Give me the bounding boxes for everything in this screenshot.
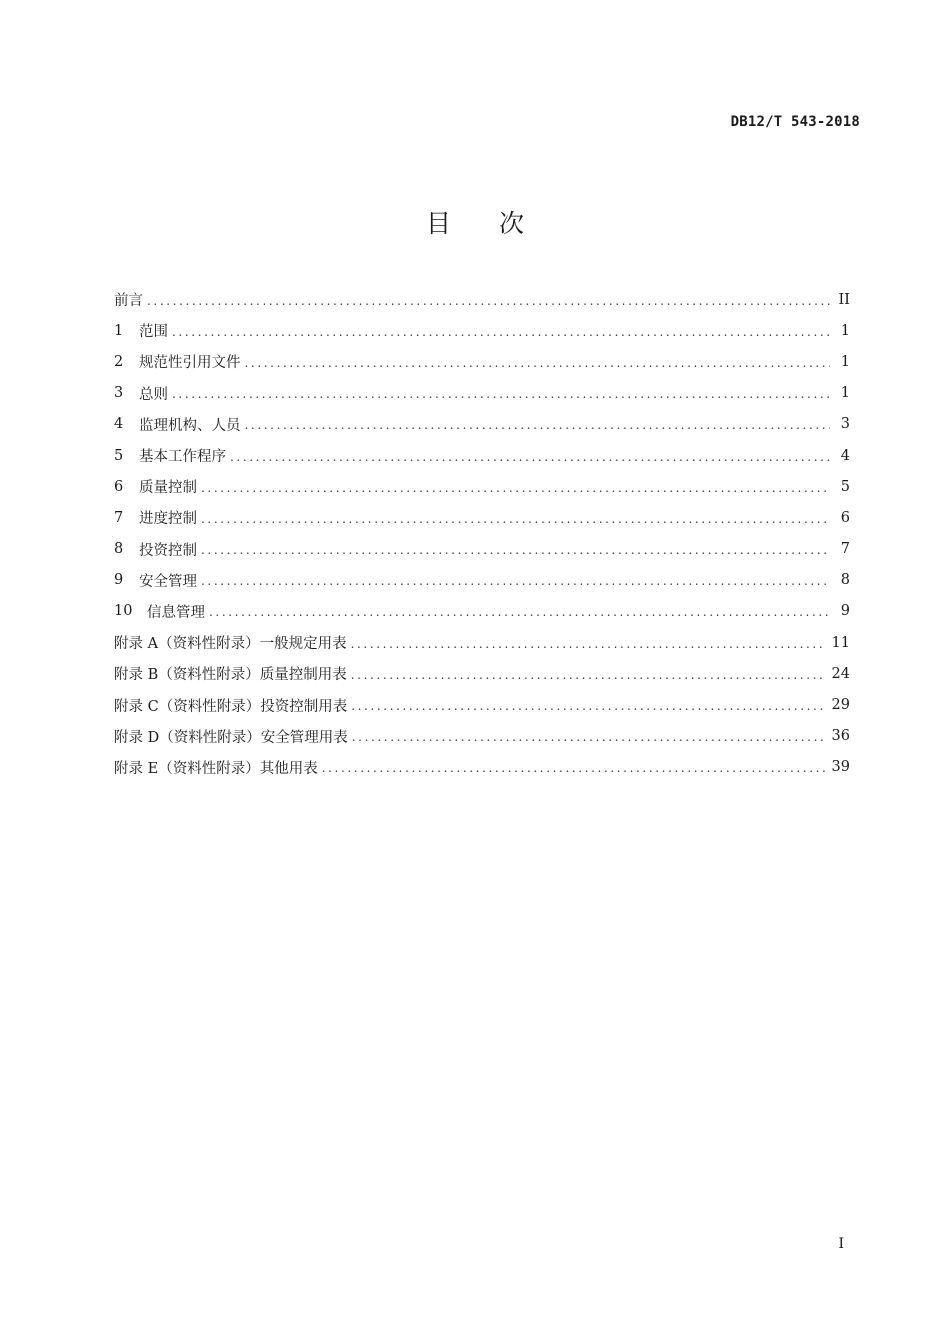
toc-entry-page: 4 bbox=[840, 447, 850, 464]
table-of-contents bbox=[114, 284, 850, 783]
toc-entry-page: 24 bbox=[831, 665, 850, 682]
toc-entry-label: 附录 D（资料性附录）安全管理用表 bbox=[114, 729, 348, 746]
toc-entry-label: 规范性引用文件 bbox=[139, 355, 241, 372]
toc-leader-dots bbox=[172, 387, 830, 401]
toc-entry-4[interactable] bbox=[114, 409, 850, 440]
toc-entry-page: 29 bbox=[831, 697, 850, 714]
toc-entry-page: 5 bbox=[840, 478, 850, 495]
toc-entry-number: 6 bbox=[114, 478, 124, 495]
toc-entry-10[interactable] bbox=[114, 596, 850, 627]
toc-leader-dots bbox=[351, 637, 826, 651]
toc-entry-7[interactable] bbox=[114, 502, 850, 533]
toc-entry-label: 附录 C（资料性附录）投资控制用表 bbox=[114, 698, 348, 715]
toc-entry-number: 3 bbox=[114, 385, 124, 402]
toc-entry-5[interactable] bbox=[114, 440, 850, 471]
toc-entry-page: 9 bbox=[840, 603, 850, 620]
toc-entry-number: 9 bbox=[114, 572, 124, 589]
page-title: 目次 bbox=[425, 209, 572, 238]
toc-leader-dots bbox=[147, 294, 830, 308]
toc-entry-label: 前言 bbox=[114, 293, 143, 310]
toc-entry-label: 附录 E（资料性附录）其他用表 bbox=[114, 760, 318, 777]
toc-entry-number: 1 bbox=[114, 322, 124, 339]
toc-leader-dots bbox=[351, 668, 826, 682]
toc-entry-label: 监理机构、人员 bbox=[139, 417, 241, 434]
toc-leader-dots bbox=[209, 605, 830, 619]
toc-entry-page: 1 bbox=[840, 385, 850, 402]
toc-entry-8[interactable] bbox=[114, 534, 850, 565]
toc-entry-number: 4 bbox=[114, 416, 124, 433]
toc-entry-page: 39 bbox=[831, 759, 850, 776]
toc-entry-page: 36 bbox=[831, 728, 850, 745]
toc-entry-page: 7 bbox=[840, 541, 850, 558]
toc-entry-number: 10 bbox=[114, 603, 133, 620]
toc-entry-appendix-e[interactable] bbox=[114, 752, 850, 783]
toc-entry-number: 5 bbox=[114, 447, 124, 464]
toc-entry-page: 3 bbox=[840, 416, 850, 433]
toc-leader-dots bbox=[201, 481, 830, 495]
toc-entry-number: 8 bbox=[114, 541, 124, 558]
toc-leader-dots bbox=[201, 574, 830, 588]
toc-leader-dots bbox=[322, 761, 826, 775]
toc-entry-label: 附录 B（资料性附录）质量控制用表 bbox=[114, 667, 347, 684]
toc-leader-dots bbox=[352, 730, 826, 744]
toc-entry-label: 信息管理 bbox=[147, 604, 205, 621]
toc-leader-dots bbox=[351, 699, 825, 713]
toc-leader-dots bbox=[245, 418, 831, 432]
toc-entry-number: 7 bbox=[114, 509, 124, 526]
toc-entry-appendix-b[interactable] bbox=[114, 658, 850, 689]
toc-leader-dots bbox=[201, 512, 830, 526]
toc-entry-1[interactable] bbox=[114, 315, 850, 346]
toc-entry-label: 安全管理 bbox=[139, 573, 197, 590]
toc-entry-appendix-a[interactable] bbox=[114, 627, 850, 658]
toc-entry-label: 总则 bbox=[139, 386, 168, 403]
toc-entry-appendix-c[interactable] bbox=[114, 689, 850, 720]
toc-entry-label: 投资控制 bbox=[139, 542, 197, 559]
toc-entry-number: 2 bbox=[114, 353, 124, 370]
toc-entry-page: 6 bbox=[840, 509, 850, 526]
toc-entry-foreword[interactable] bbox=[114, 284, 850, 315]
toc-entry-page: II bbox=[838, 291, 850, 308]
toc-entry-page: 11 bbox=[831, 634, 850, 651]
page-number: I bbox=[838, 1236, 844, 1252]
toc-leader-dots bbox=[172, 325, 830, 339]
toc-entry-page: 1 bbox=[840, 353, 850, 370]
toc-entry-label: 进度控制 bbox=[139, 511, 197, 528]
toc-leader-dots bbox=[245, 356, 831, 370]
toc-leader-dots bbox=[230, 450, 830, 464]
toc-entry-3[interactable] bbox=[114, 378, 850, 409]
document-code: DB12/T 543-2018 bbox=[730, 114, 860, 130]
toc-entry-appendix-d[interactable] bbox=[114, 721, 850, 752]
toc-entry-9[interactable] bbox=[114, 565, 850, 596]
toc-entry-label: 范围 bbox=[139, 324, 168, 341]
toc-entry-page: 1 bbox=[840, 322, 850, 339]
toc-leader-dots bbox=[201, 543, 830, 557]
toc-entry-label: 基本工作程序 bbox=[139, 449, 226, 466]
toc-entry-6[interactable] bbox=[114, 471, 850, 502]
toc-entry-2[interactable] bbox=[114, 346, 850, 377]
toc-entry-label: 附录 A（资料性附录）一般规定用表 bbox=[114, 636, 347, 653]
toc-entry-page: 8 bbox=[840, 572, 850, 589]
toc-entry-label: 质量控制 bbox=[139, 480, 197, 497]
